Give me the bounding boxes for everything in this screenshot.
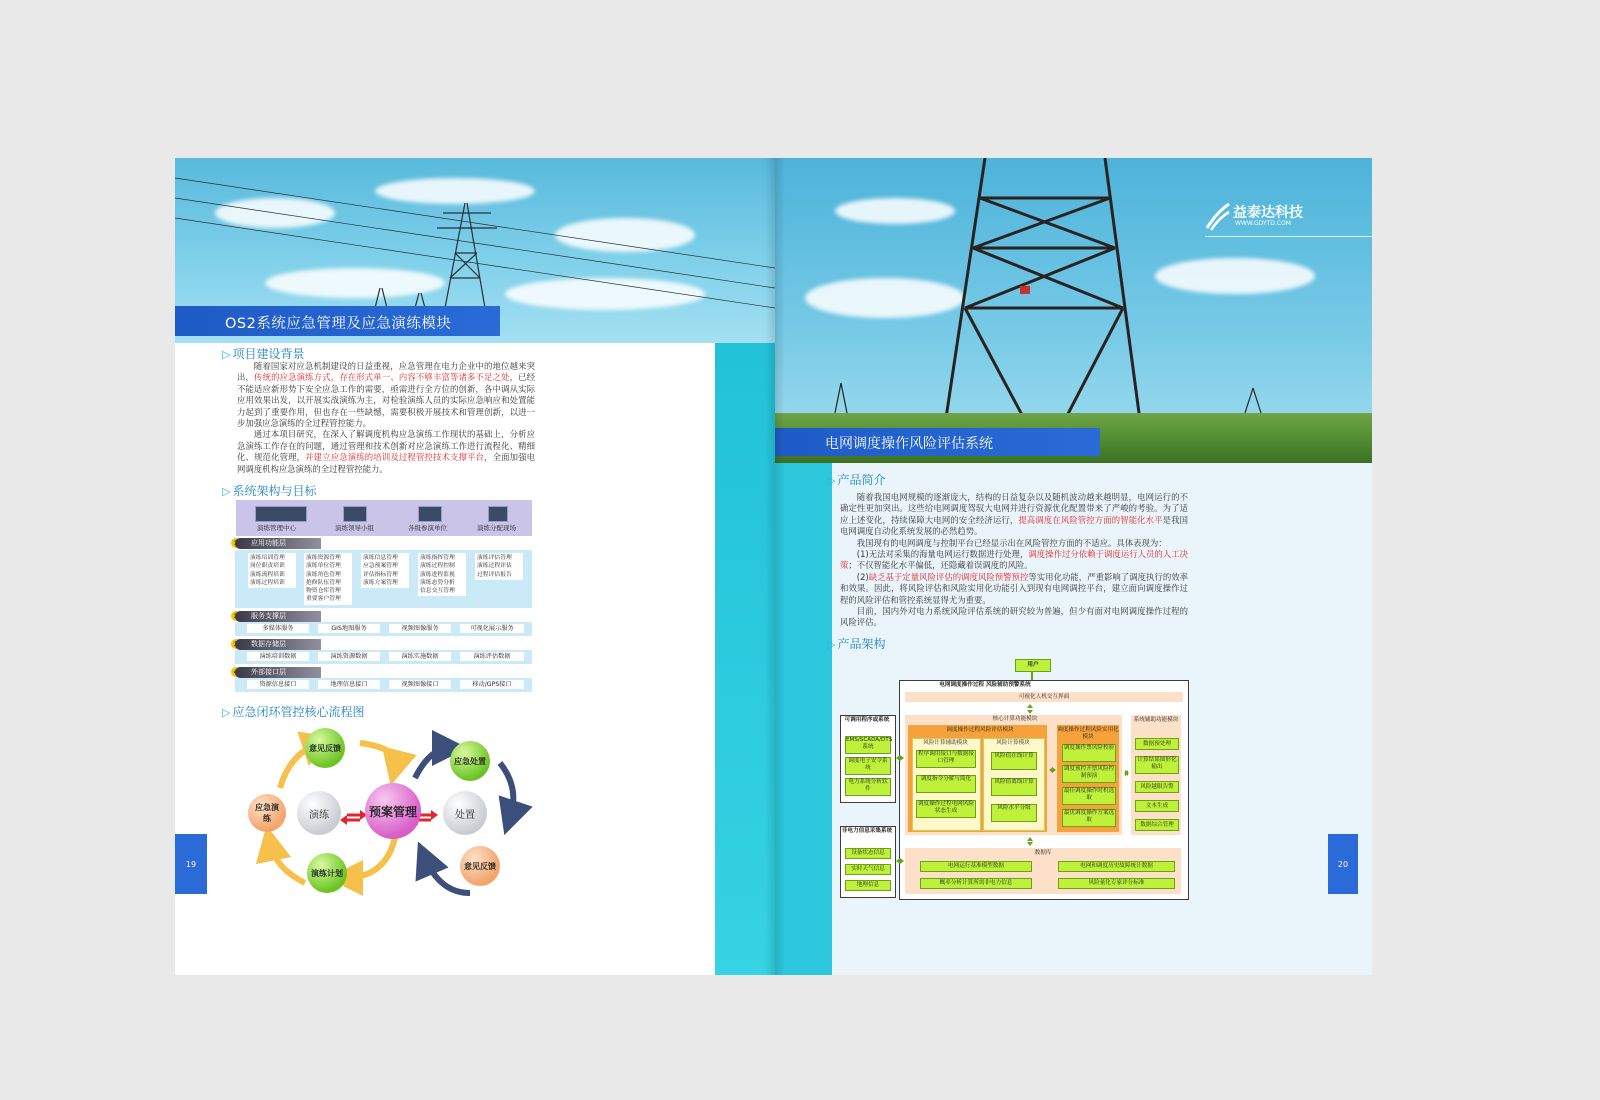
core-title: 核心计算功能模块 (992, 716, 1038, 722)
practical-title: 调度操作过程风险实用化模块 (1057, 727, 1119, 740)
nonpower-item: 地理信息 (845, 880, 891, 891)
section-title-flow: ▷ 应急闭环管控核心流程图 (222, 705, 365, 719)
right-banner-title: 电网调度操作风险评估系统 (825, 436, 993, 452)
intro-text: 随着我国电网规模的逐渐庞大，结构的日益复杂以及随机波动越来越明显，电网运行的不确定性更加突出。这些给电网调度驾驭大电网并进行资源优化配置带来了严峻的考验。为了适应上述变化，持续保障大电网的安全经济运行，提高调度在风险管控方面的智能化水平是我国电网调度自动化系统发展的必然趋势。 我国现有的电网调度与控制平台已经显示出在风险管控方面的不适应。具体表现为： (1)无法对采集的海量电网运行数据进行处理，调度操作过分依赖于调度运行人员的人工决策；不仅智能化水平偏低，还隐藏着误调度的风险。 (2)缺乏基于定量风险评估的调度风险预警预控等实用化功能，严重影响了调度执行的效率和效果。因此，将风险评估和风险实用化功能引入到现有电网调控平台，建立面向调度操作过程的风险评估和管控系统显得尤为重要。 目前，国内外对电力系统风险评估系统的研究较为普遍，但少有面对电网调度操作过程的风险评估。 (840, 492, 1189, 628)
brochure-spread (175, 158, 1372, 975)
nonpower-item: 设备状态信息 (845, 848, 891, 859)
app-group-info: 演练信息管理 应急预案管理 评估指标管理 演练方案管理 (361, 553, 409, 588)
risk-calc-item: 程序调用接口与数据接口管理 (916, 750, 976, 768)
app-group-evaluation: 演练评估管理 演练过程评估 过程评估报告 (475, 553, 523, 580)
external-item: 调度电子安令系统 (845, 757, 891, 775)
external-item: 电力系统分析软件 (845, 778, 891, 796)
right-page (775, 158, 1372, 975)
risk-calc-title: 风险计算辅助模块 (923, 740, 968, 746)
arrow-icon: ▷ (827, 474, 836, 487)
interface-box: 地理信息接口 (318, 680, 380, 689)
flow-node-handle: 处置 (443, 791, 487, 835)
arrow-icon: ▷ (222, 485, 231, 498)
database-title: 数据库 (1034, 850, 1052, 856)
aux-item: 风险越限告警 (1135, 781, 1179, 793)
computer-icon (418, 506, 442, 522)
section-title-architecture: ▷ 系统架构与目标 (222, 484, 317, 498)
aux-item: 数据预处理 (1135, 738, 1179, 750)
system-title: 电网调度操作过程 风险辅助预警系统 (939, 682, 1031, 688)
flow-node-emergency-handle: 应急处置 (450, 741, 490, 781)
nonpower-item: 实时天气信息 (845, 864, 891, 875)
page-number-left: 19 (175, 834, 207, 894)
role-label: 演练领导小组 (335, 524, 374, 532)
data-box: 演练实施数据 (389, 652, 451, 661)
flow-node-feedback: 意见反馈 (305, 728, 345, 768)
section-title-background: ▷ 项目建设背景 (222, 347, 305, 361)
database-item: 电网运行基准模型数据 (920, 861, 1032, 872)
computer-icon (343, 506, 367, 522)
layer-head: 应用功能层 (235, 538, 321, 549)
aux-item: 数据综合管理 (1135, 819, 1179, 831)
risk-calc-item: 调度指令分解与简化 (916, 775, 976, 793)
data-box: 演练评估数据 (460, 652, 524, 661)
left-page (175, 158, 775, 975)
interface-box: 资源信息接口 (247, 680, 309, 689)
arrow-icon: ▷ (827, 638, 836, 651)
logo-text: 益泰达科技 (1233, 205, 1303, 221)
risk-calc-item: 调度操作过程电网风险状态生成 (916, 800, 976, 818)
app-group-resources: 演练资源管理 演练单位管理 演练角色管理 抢修队伍管理 物资仓库管理 重要客户管理 (304, 553, 352, 605)
arrow-icon: ▷ (222, 348, 231, 361)
app-group-training: 演练培训管理 岗位职责培训 演练流程培训 演练过程培训 (248, 553, 296, 588)
aux-item: 计算结果图形化输出 (1135, 756, 1179, 774)
role-label: 演练管理中心 (257, 524, 296, 532)
risk-compute-item: 风险值离线计算 (991, 778, 1037, 796)
flow-node-drill: 演练 (297, 791, 341, 835)
aux-item: 文本生成 (1135, 800, 1179, 812)
database-item: 概率分析计算所需非电力信息 (920, 878, 1032, 889)
interface-box: 视频图像接口 (389, 680, 451, 689)
service-box: 可视化展示服务 (460, 624, 524, 633)
arrow-icon: ▷ (222, 706, 231, 719)
section-title-architecture: ▷ 产品架构 (827, 637, 886, 651)
flow-node-plan: 演练计划 (307, 853, 347, 893)
risk-compute-item: 风险水平分级 (991, 804, 1037, 822)
logo-url: WWW.GDYTD.COM (1235, 220, 1291, 227)
left-banner-title: OS2系统应急管理及应急演练模块 (225, 316, 452, 332)
interface-box: 移动/GPS接口 (460, 680, 524, 689)
service-box: 视频图像服务 (389, 624, 451, 633)
external-title: 可调用程序或系统 (844, 717, 890, 723)
practical-item: 调度预控开票风险控制预演 (1062, 765, 1116, 783)
control-center-icon (255, 506, 307, 522)
service-box: 多媒体服务 (247, 624, 309, 633)
background-text: 随着国家对应急机制建设的日益重视，应急管理在电力企业中的地位越来突出，传统的应急演练方式，存在形式单一、内容不够丰富等诸多不足之处，已经不能适应新形势下安全应急工作的需要，亟需进行全方位的创新，各中调从实际应用效果出发，以开展实战演练为主，对检验演练人员的实际应急响应和处置能力起到了重要作用，但也存在一些缺憾，需要积极开展技术和管理创新，以进一步加强应急演练的全过程管控能力。 通过本项目研究，在深入了解调度机构应急演练工作现状的基础上，分析应急演练工作存在的问题，通过管理和技术创新对应急演练工作进行流程化、精细化、规范化管理，并建立应急演练的培训及过程管控技术支撑平台，全面加强电网调度机构应急演练的全过程管控能力。 (237, 361, 536, 474)
practical-item: 最佳调度操作时机选取 (1062, 787, 1116, 805)
practical-item: 最优调度操作方案选取 (1062, 809, 1116, 827)
practical-item: 调度操作票风险校验 (1062, 744, 1116, 762)
layer-head: 外部接口层 (235, 667, 321, 678)
flow-node-feedback-2: 意见反馈 (460, 846, 500, 886)
flow-node-center: 预案管理 (365, 783, 421, 839)
risk-compute-title: 风险计算模块 (996, 740, 1030, 746)
layer-head: 数据存储层 (235, 639, 321, 650)
external-item: EMS/SCADA/DTS系统 (845, 736, 891, 754)
data-box: 演练培训数据 (247, 652, 309, 661)
nonpower-title: 非电力信息采集系统 (841, 828, 893, 834)
tablet-icon (488, 506, 508, 522)
risk-compute-item: 风险值在线计算 (991, 752, 1037, 770)
flow-node-emergency-drill: 应急演练 (248, 794, 286, 832)
left-banner (175, 306, 500, 336)
data-box: 演练资源数据 (318, 652, 380, 661)
layer-head: 服务支撑层 (235, 611, 321, 622)
role-label: 演练分配现场 (477, 524, 516, 532)
database-item: 风险量化专家评分标准 (1058, 878, 1175, 889)
risk-module-title: 调度操作过程风险评估模块 (946, 727, 1014, 733)
role-label: 各级参演单位 (408, 524, 447, 532)
hmi-box: 可视化人机交互界面 (905, 692, 1183, 702)
service-box: GIS地图服务 (318, 624, 380, 633)
page-number-right: 20 (1328, 834, 1358, 894)
diagram-connectors (775, 158, 1372, 975)
user-box: 用户 (1015, 659, 1051, 672)
section-title-intro: ▷ 产品简介 (827, 473, 886, 487)
database-item: 电网和调度历史故障统计数据 (1058, 861, 1175, 872)
aux-title: 系统辅助功能模块 (1133, 717, 1179, 723)
app-group-command: 演练指挥管理 演练过程控制 演练进程监视 演练态势分析 信息交互管理 (418, 553, 466, 596)
